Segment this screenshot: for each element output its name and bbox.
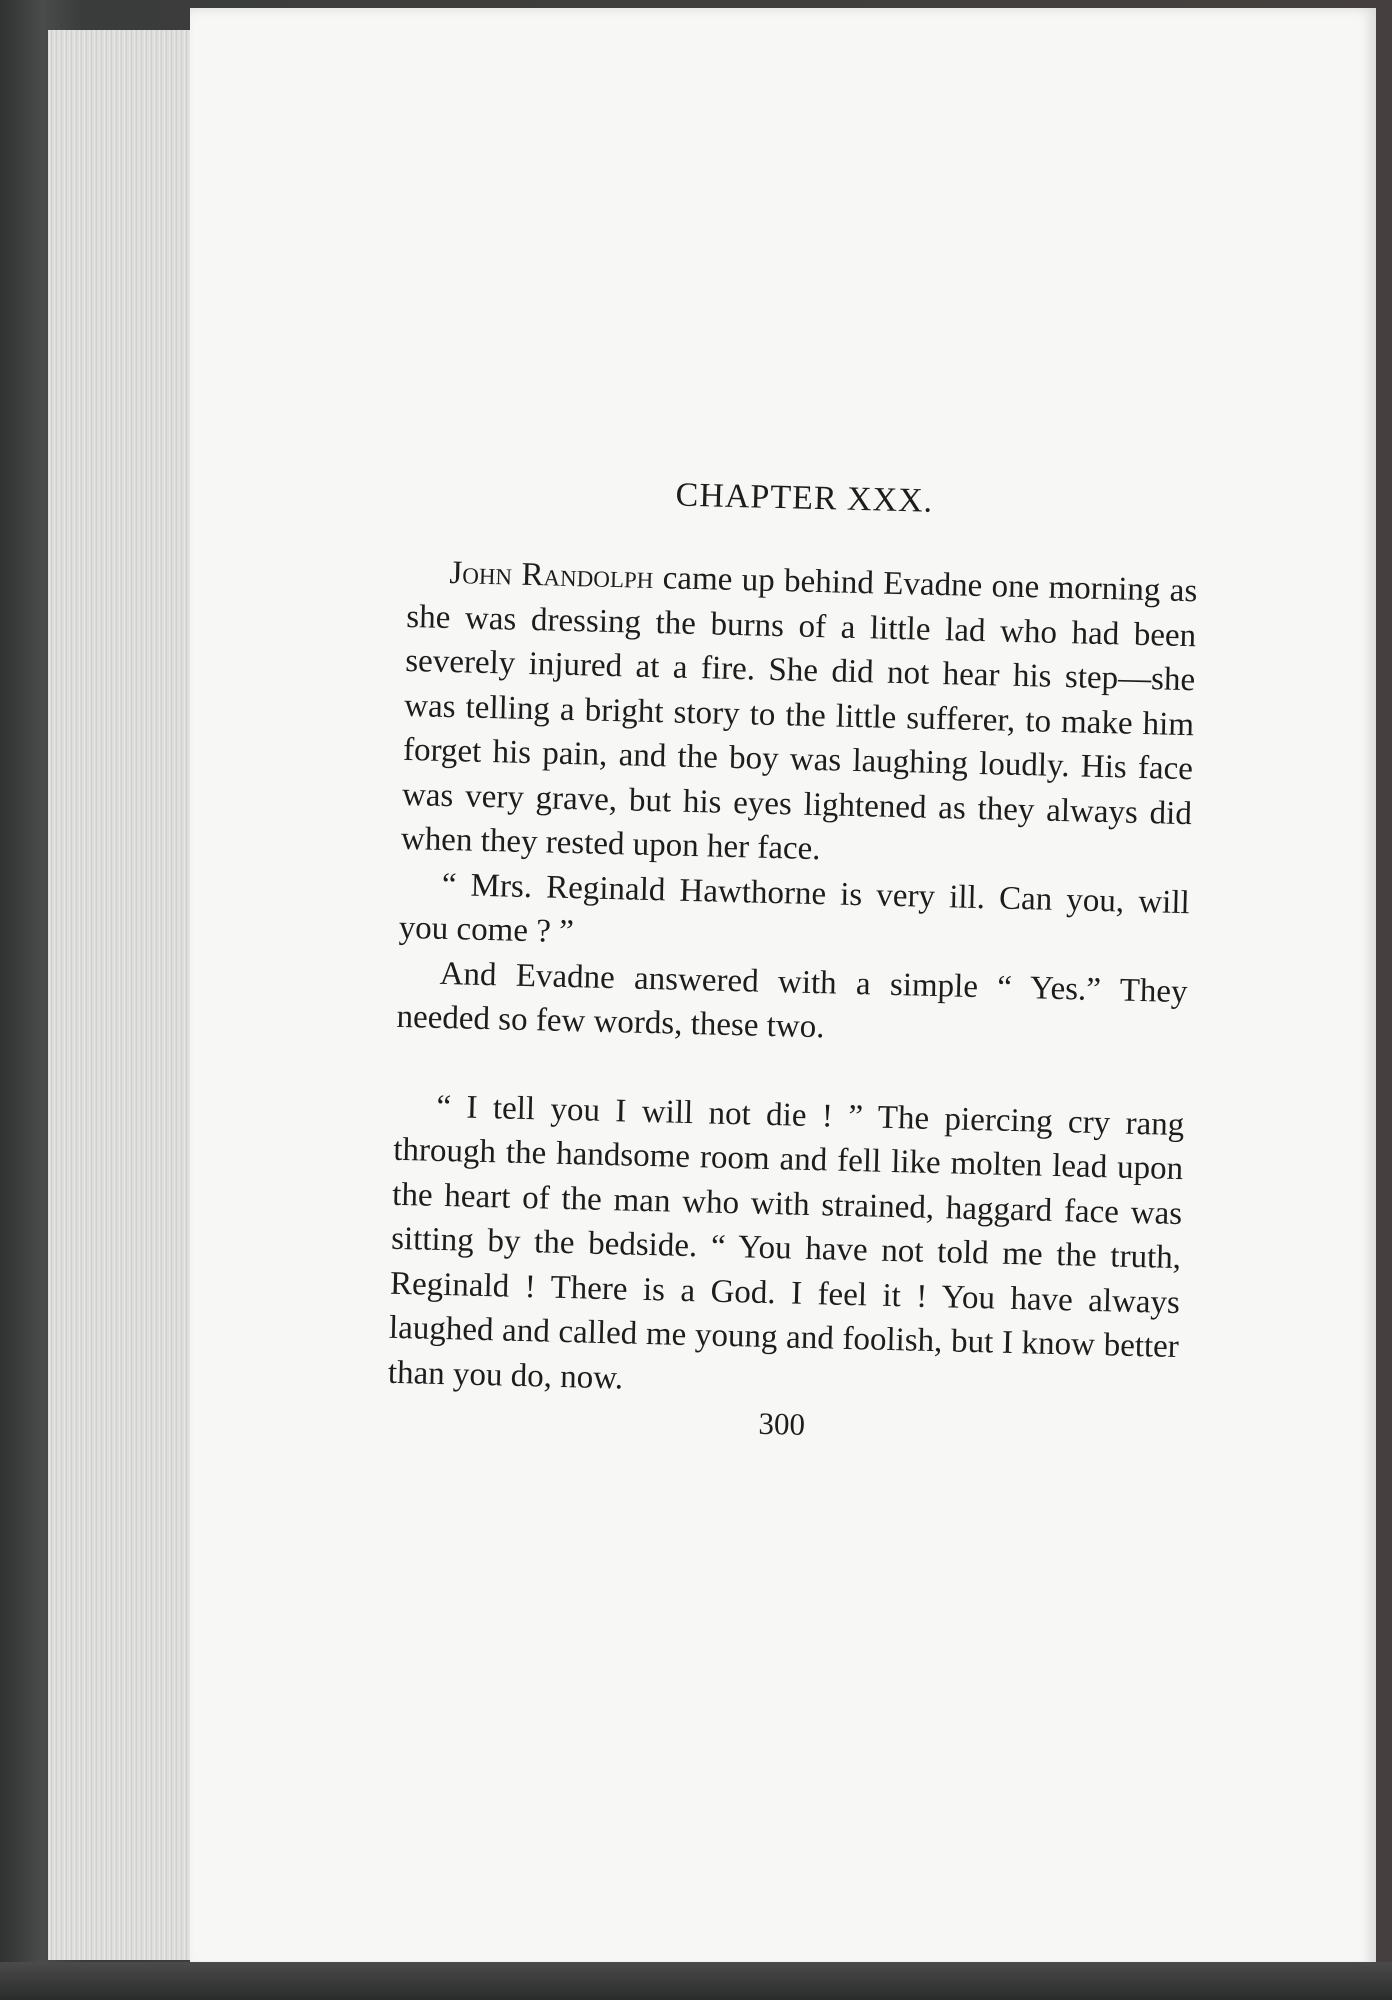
- chapter-title: CHAPTER XXX.: [675, 476, 934, 520]
- book-bottom-edge: [0, 1962, 1392, 2000]
- paragraph-1-text: came up behind Evadne one morning as she was dressing the burns of a little lad who had been severely injured at a fire. She did not hear his step—she was telling a bright story to the little sufferer, to make him forget his pain, and the boy was laughing loudly. His face was very grave, but his eyes lightened as they always did when they rested upon her face.: [400, 559, 1198, 868]
- paragraph-1: [400, 550, 1197, 881]
- page-edges: [48, 30, 198, 1960]
- paragraph-1-lead: John Randolph: [449, 555, 654, 596]
- paragraph-3: And Evadne answered with a simple “ Yes.” They needed so few words, these two.: [396, 955, 1188, 1046]
- page-content: [386, 470, 1199, 1452]
- paragraph-4: “ I tell you I will not die ! ” The piercing cry rang through the handsome room and fell like molten lead upon the heart of the man who with strained, haggard face was sitting by the bedside. “ You have not told me the truth, Reginald ! There is a God. I feel it ! You have always laughed and called me young and foolish, but I know better than you do, now.: [387, 1088, 1185, 1396]
- paragraph-2: “ Mrs. Reginald Hawthorne is very ill. Can you, will you come ? ”: [398, 866, 1191, 951]
- page-number: 300: [758, 1405, 806, 1442]
